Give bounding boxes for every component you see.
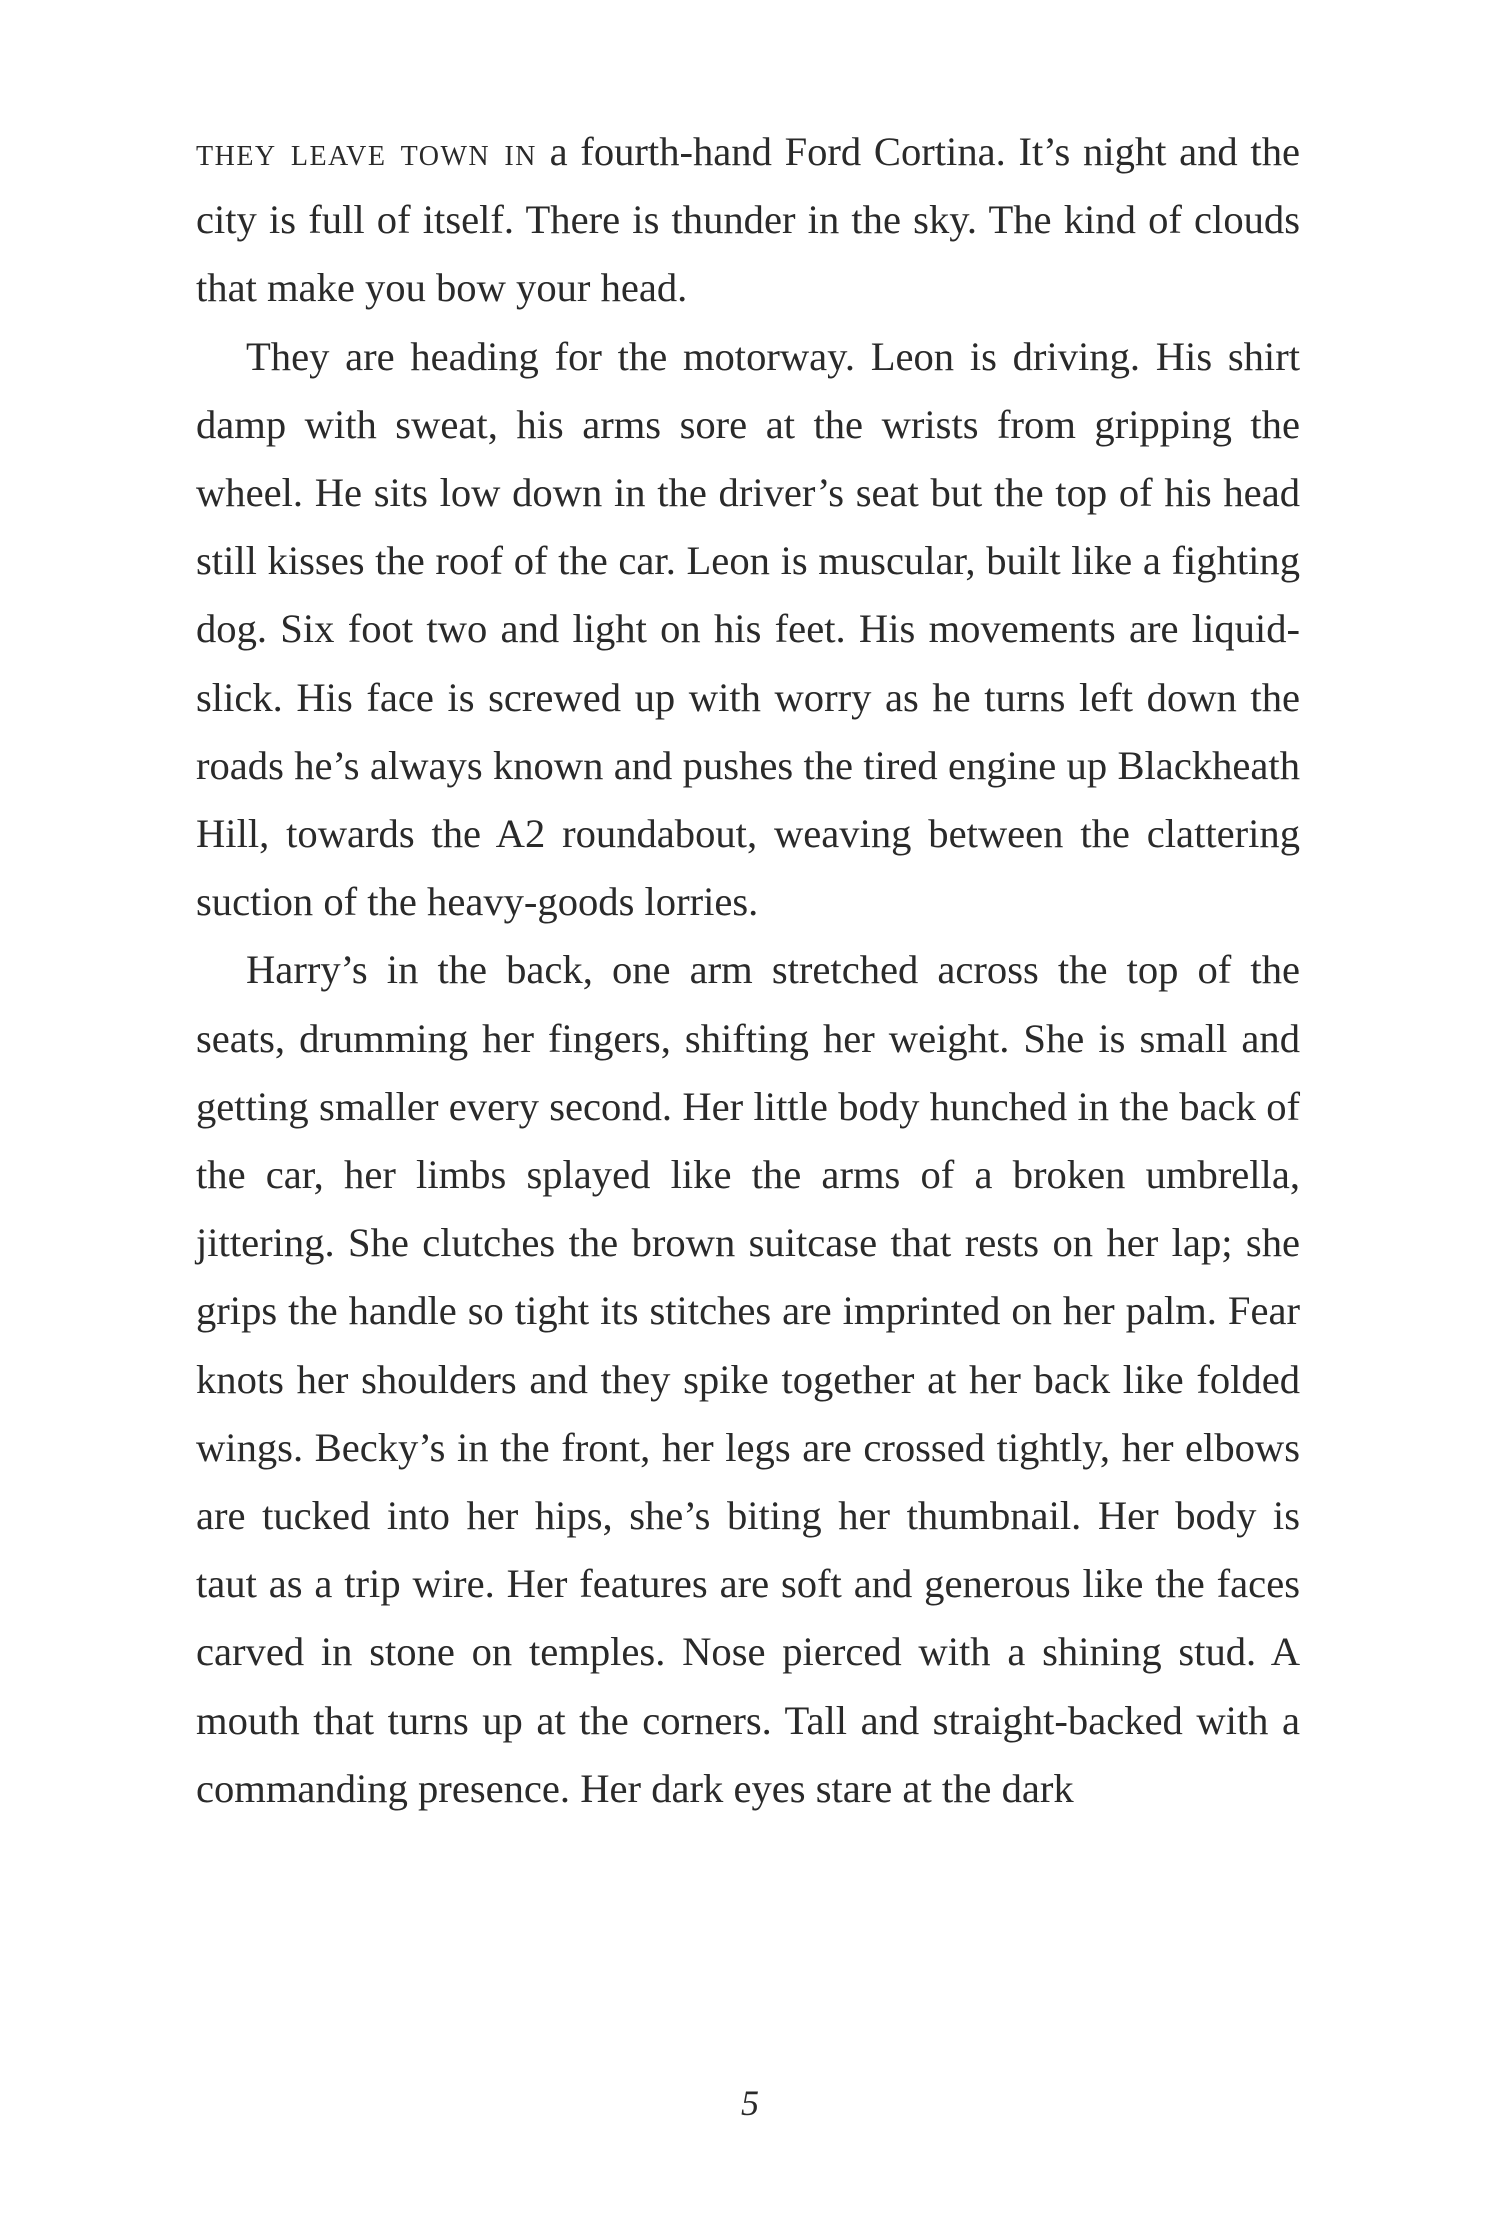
paragraph-1-text: a fourth-hand Ford Cortina. It’s night and the city is full of itself. There is thunder in the sky. The kind of clouds that make you bow your head.	[196, 129, 1300, 311]
page-number: 5	[741, 2083, 759, 2123]
paragraph-1	[196, 118, 1300, 323]
paragraph-2: They are heading for the motorway. Leon is driving. His shirt damp with sweat, his arms sore at the wrists from gripping the wheel. He sits low down in the driver’s seat but the top of his head still kisses the roof of the car. Leon is muscular, built like a fighting dog. Six foot two and light on his feet. His movements are liquid-slick. His face is screwed up with worry as he turns left down the roads he’s always known and pushes the tired engine up Blackheath Hill, towards the A2 roundabout, weaving between the clattering suction of the heavy-goods lorries.	[196, 333, 1300, 925]
body-text	[196, 118, 1300, 1823]
paragraph-3: Harry’s in the back, one arm stretched across the top of the seats, drumming her fingers, shifting her weight. She is small and getting smaller every second. Her little body hunched in the back of the car, her limbs splayed like the arms of a broken umbrella, jittering. She clutches the brown suitcase that rests on her lap; she grips the handle so tight its stitches are imprinted on her palm. Fear knots her shoulders and they spike together at her back like folded wings. Becky’s in the front, her legs are crossed tightly, her elbows are tucked into her hips, she’s biting her thumbnail. Her body is taut as a trip wire. Her features are soft and generous like the faces carved in stone on temples. Nose pierced with a shining stud. A mouth that turns up at the corners. Tall and straight-backed with a commanding presence. Her dark eyes stare at the dark	[196, 947, 1300, 1811]
opening-small-caps: they leave town in	[196, 129, 537, 174]
